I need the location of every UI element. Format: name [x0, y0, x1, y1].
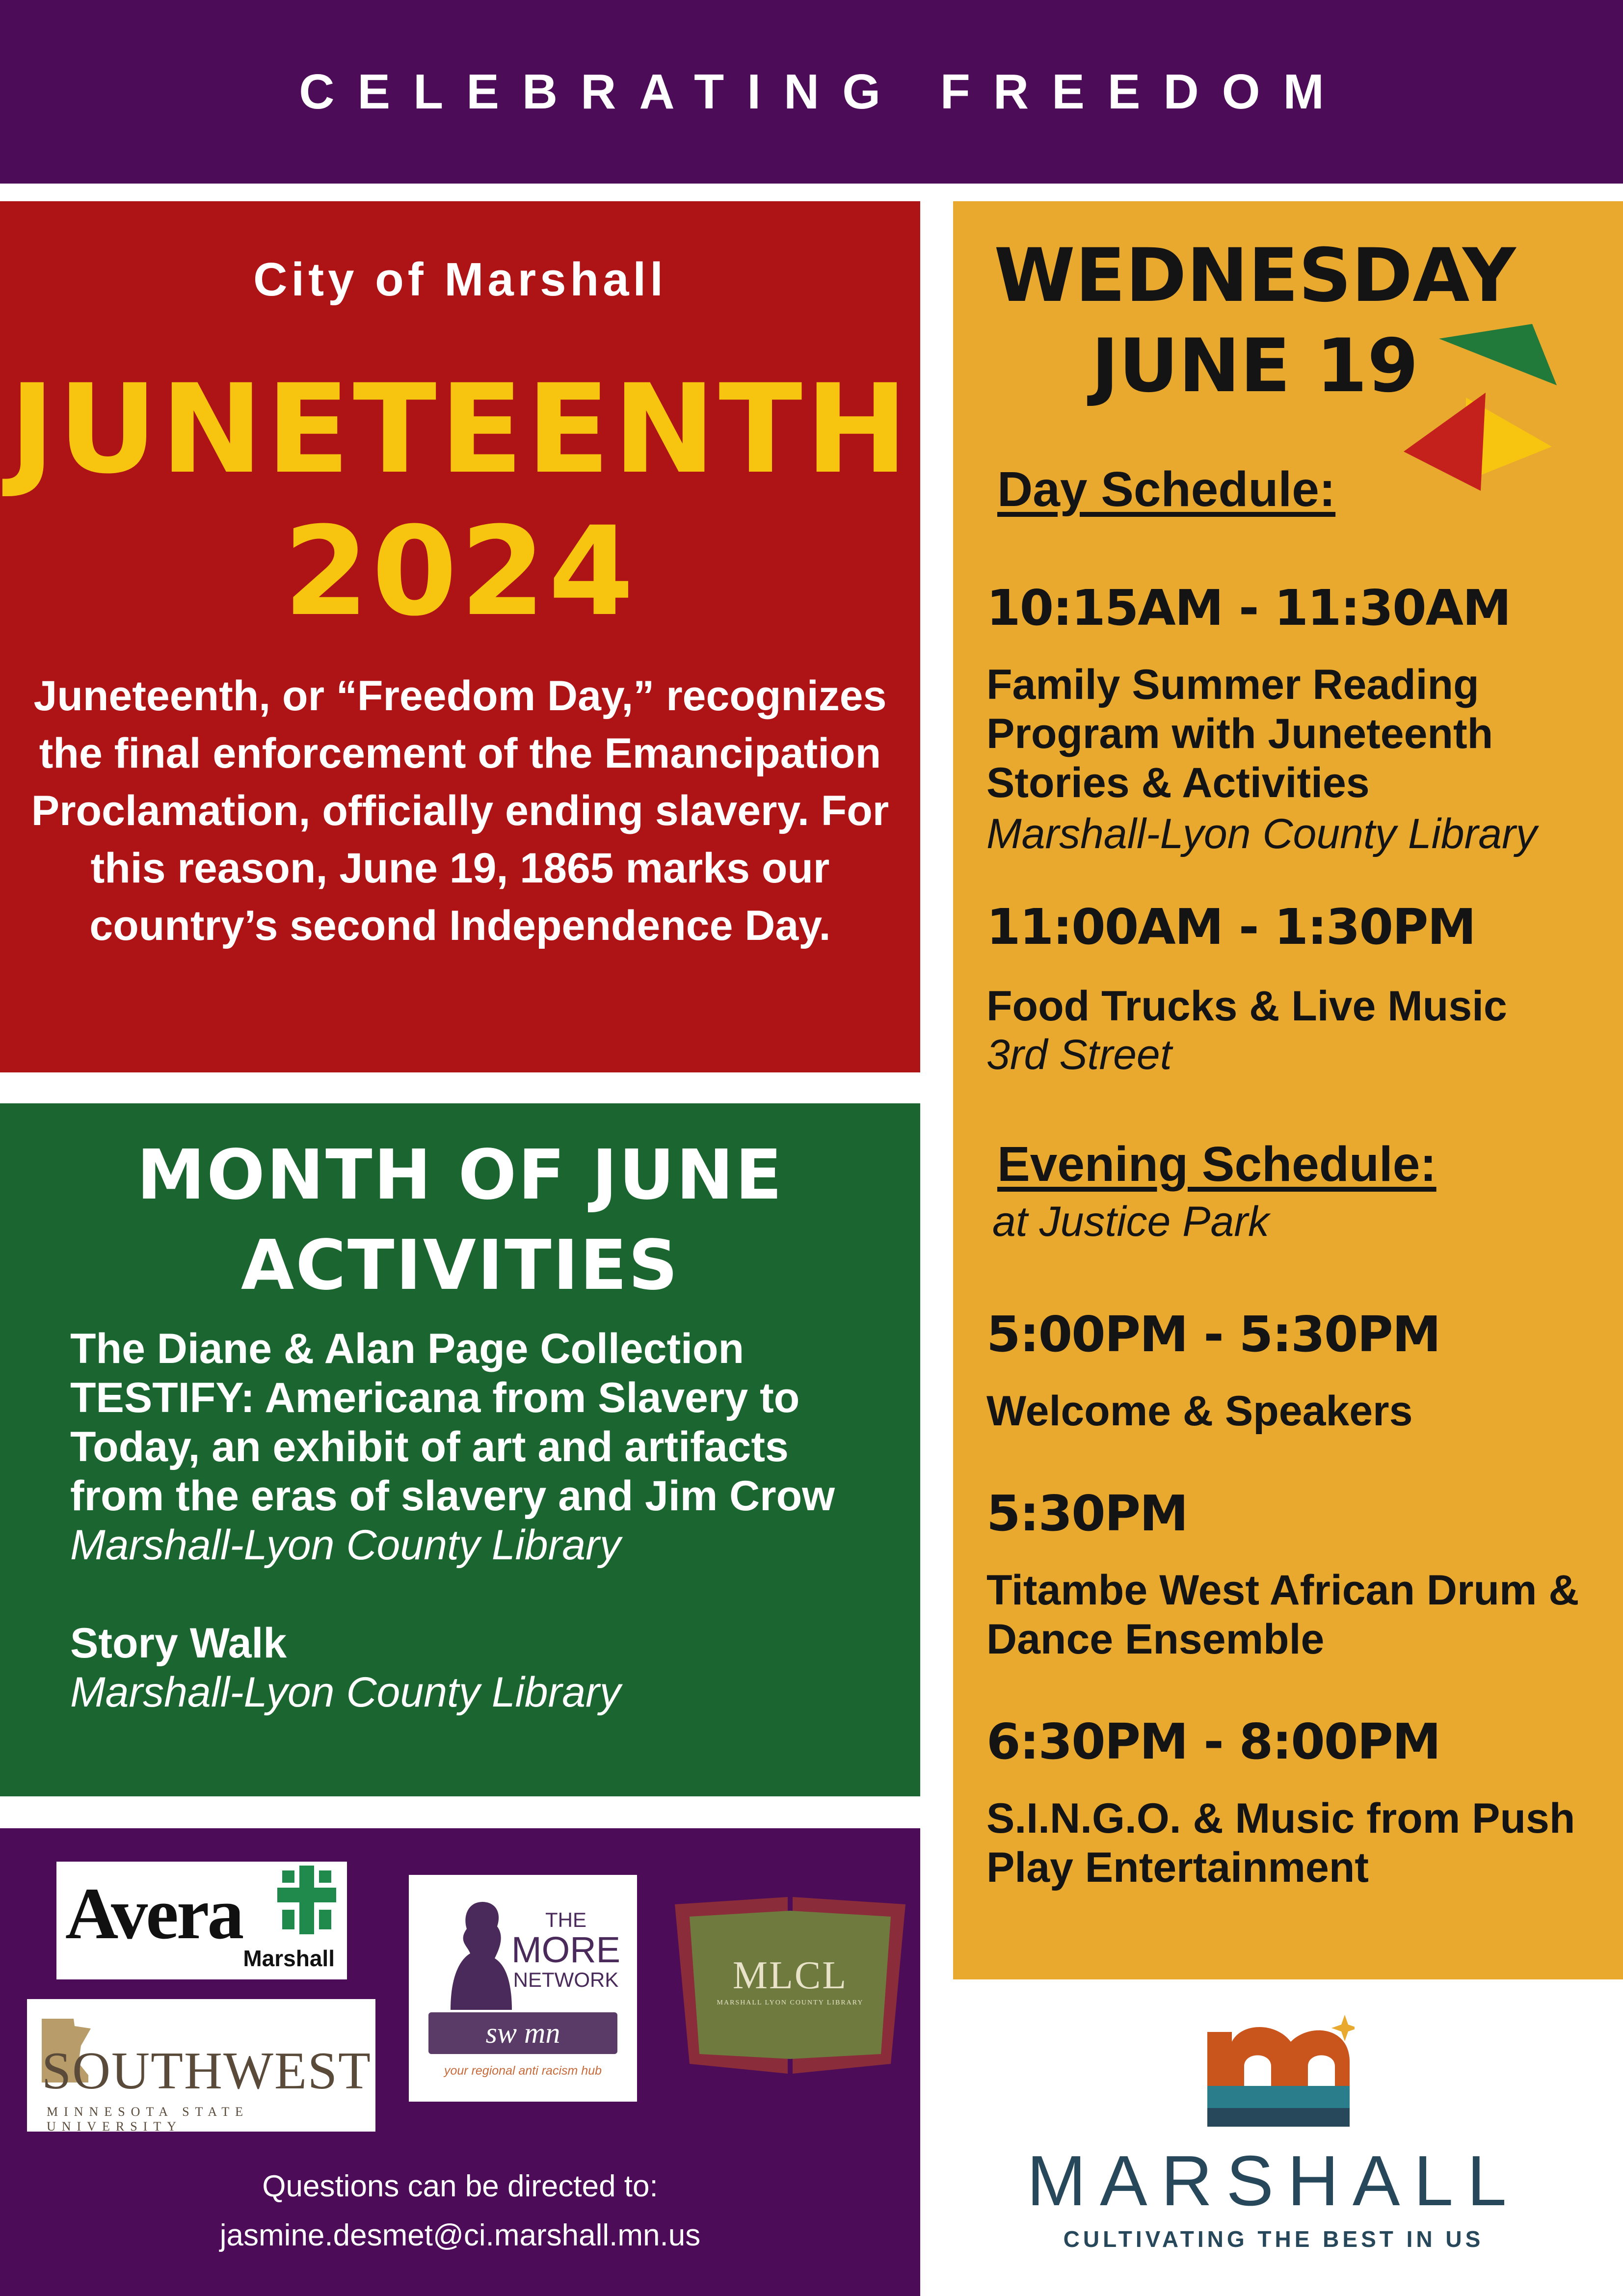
mlcl-name: MLCL — [732, 1954, 848, 1997]
month-heading — [0, 1130, 920, 1311]
city-name: City of Marshall — [253, 253, 667, 306]
southwest-logo — [27, 1999, 375, 2132]
event-title: Family Summer Reading Program with Juneteenth Stories & Activities — [986, 661, 1493, 806]
event-weekday: WEDNESDAY — [994, 233, 1516, 319]
evening-location: at Justice Park — [992, 1198, 1269, 1245]
event-location: 3rd Street — [986, 1031, 1172, 1078]
intro-panel — [0, 201, 920, 1072]
more-network-text — [507, 1909, 625, 1991]
avera-name: Avera — [65, 1873, 242, 1954]
activity-location: Marshall-Lyon County Library — [70, 1669, 621, 1716]
event-day: JUNE 19 — [1091, 323, 1419, 409]
triangle-decoration-icon — [1400, 314, 1571, 501]
event-location: Marshall-Lyon County Library — [986, 810, 1537, 857]
marshall-tagline: CULTIVATING THE BEST IN US — [1063, 2226, 1484, 2252]
activity-location: Marshall-Lyon County Library — [70, 1522, 621, 1569]
more-network-the: THE — [545, 1908, 586, 1931]
evening-schedule-heading: Evening Schedule: — [997, 1137, 1437, 1192]
activity-item — [70, 1619, 876, 1717]
avera-sub: Marshall — [243, 1946, 335, 1971]
schedule-panel — [953, 201, 1623, 1979]
activity-title: The Diane & Alan Page Collection TESTIFY: Americana from Slavery to Today, an exhibit of art and artifacts from the eras of slavery and Jim Crow — [70, 1325, 835, 1520]
activity-list — [70, 1324, 876, 1717]
activity-title: Story Walk — [70, 1620, 287, 1667]
event-title: Welcome & Speakers — [986, 1388, 1413, 1435]
more-network-badge: sw mn — [428, 2012, 617, 2054]
southwest-sub: MINNESOTA STATE UNIVERSITY — [47, 2105, 249, 2134]
event-title-year: 2024 — [283, 500, 637, 643]
contact-email[interactable]: jasmine.desmet@ci.marshall.mn.us — [219, 2218, 701, 2252]
event-time: 6:30PM - 8:00PM — [986, 1713, 1440, 1770]
contact-info — [0, 2162, 920, 2260]
marshall-wordmark: MARSHALL — [1027, 2141, 1520, 2220]
month-heading-line1: MONTH OF JUNE — [136, 1135, 784, 1215]
mlcl-logo — [670, 1887, 910, 2083]
event-title: Titambe West African Drum & Dance Ensemble — [986, 1567, 1579, 1663]
mlcl-sub: MARSHALL LYON COUNTY LIBRARY — [717, 1999, 864, 2006]
marshall-m-logo-icon — [1197, 2012, 1355, 2130]
month-activities-panel — [0, 1103, 920, 1796]
more-network-more: MORE — [511, 1929, 620, 1971]
event-title: Food Trucks & Live Music — [986, 983, 1507, 1030]
event-time: 5:00PM - 5:30PM — [986, 1306, 1440, 1363]
more-network-tagline: your regional anti racism hub — [444, 2064, 602, 2078]
banner-title: CELEBRATING FREEDOM — [299, 64, 1347, 119]
event-time: 5:30PM — [986, 1485, 1188, 1542]
contact-label: Questions can be directed to: — [262, 2169, 658, 2203]
more-network-network: NETWORK — [513, 1968, 619, 1991]
event-title — [0, 358, 920, 643]
woman-silhouette-icon — [448, 1897, 517, 2010]
event-time: 10:15AM - 11:30AM — [986, 579, 1511, 637]
event-title: S.I.N.G.O. & Music from Push Play Entertainment — [986, 1795, 1575, 1891]
southwest-name: SOUTHWEST — [42, 2042, 372, 2100]
day-schedule-heading: Day Schedule: — [997, 462, 1336, 517]
avera-cross-icon — [277, 1866, 336, 1934]
activity-item — [70, 1324, 876, 1570]
month-heading-line2: ACTIVITIES — [240, 1226, 680, 1306]
event-title-line1: JUNETEENTH — [9, 358, 911, 501]
intro-description: Juneteenth, or “Freedom Day,” recognizes the final enforcement of the Emancipation Proclamation, officially ending slavery. For this reason, June 19, 1865 marks our country’s second Independence Day. — [31, 672, 889, 949]
sponsor-panel — [0, 1828, 920, 2296]
avera-logo — [56, 1862, 347, 1979]
more-network-logo — [409, 1875, 637, 2102]
event-time: 11:00AM - 1:30PM — [986, 898, 1475, 956]
top-banner — [0, 0, 1623, 184]
